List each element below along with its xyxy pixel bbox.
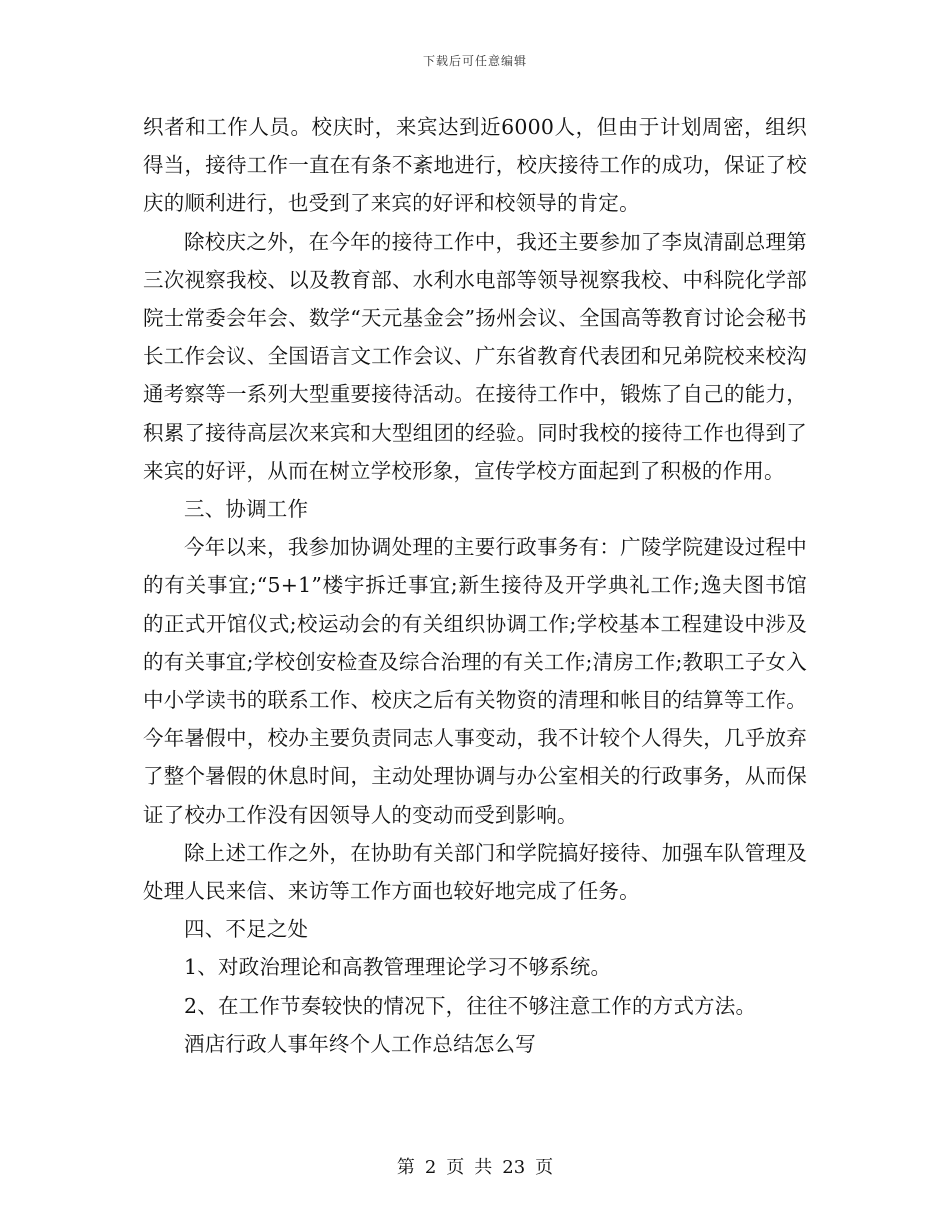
next-article-title: 酒店行政人事年终个人工作总结怎么写 [184,1031,536,1056]
footer-label-page-unit: 页 [446,1157,465,1178]
document-body [143,108,807,1063]
list-item-2: 2、在工作节奏较快的情况下，往往不够注意工作的方式方法。 [184,993,757,1018]
list-item-1: 1、对政治理论和高教管理理论学习不够系统。 [184,955,612,980]
footer-label-page: 第 [396,1157,415,1178]
section-heading-shortcomings: 四、不足之处 [184,917,309,942]
paragraph-1: 织者和工作人员。校庆时，来宾达到近6000人，但由于计划周密，组织得当，接待工作一直在有条不紊地进行，校庆接待工作的成功，保证了校庆的顺利进行，也受到了来宾的好评和校领导的肯定。 [143,115,807,216]
paragraph-2: 除校庆之外，在今年的接待工作中，我还主要参加了李岚清副总理第三次视察我校、以及教育部、水利水电部等领导视察我校、中科院化学部院士常委会年会、数学“天元基金会”扬州会议、全国高等教育讨论会秘书长工作会议、全国语言文工作会议、广东省教育代表团和兄弟院校来校沟通考察等一系列大型重要接待活动。在接待工作中，锻炼了自己的能力，积累了接待高层次来宾和大型组团的经验。同时我校的接待工作也得到了来宾的好评，从而在树立学校形象，宣传学校方面起到了积极的作用。 [143,229,807,483]
paragraph-3: 今年以来，我参加协调处理的主要行政事务有：广陵学院建设过程中的有关事宜;“5+1”楼宇拆迁事宜;新生接待及开学典礼工作;逸夫图书馆的正式开馆仪式;校运动会的有关组织协调工作;学校基本工程建设中涉及的有关事宜;学校创安检查及综合治理的有关工作;清房工作;教职工子女入中小学读书的联系工作、校庆之后有关物资的清理和帐目的结算等工作。今年暑假中，校办主要负责同志人事变动，我不计较个人得失，几乎放弃了整个暑假的休息时间，主动处理协调与办公室相关的行政事务，从而保证了校办工作没有因领导人的变动而受到影响。 [143,535,807,827]
paragraph-4: 除上述工作之外，在协助有关部门和学院搞好接待、加强车队管理及处理人民来信、来访等工作方面也较好地完成了任务。 [143,840,807,904]
footer-label-total-unit: 页 [535,1157,554,1178]
page-footer [0,1153,950,1179]
footer-current-page: 2 [424,1157,437,1178]
footer-total-pages: 23 [502,1157,526,1178]
page-header: 下载后可任意编辑 [422,54,527,68]
footer-label-total: 共 [474,1157,493,1178]
section-heading-coordination: 三、协调工作 [184,497,309,522]
